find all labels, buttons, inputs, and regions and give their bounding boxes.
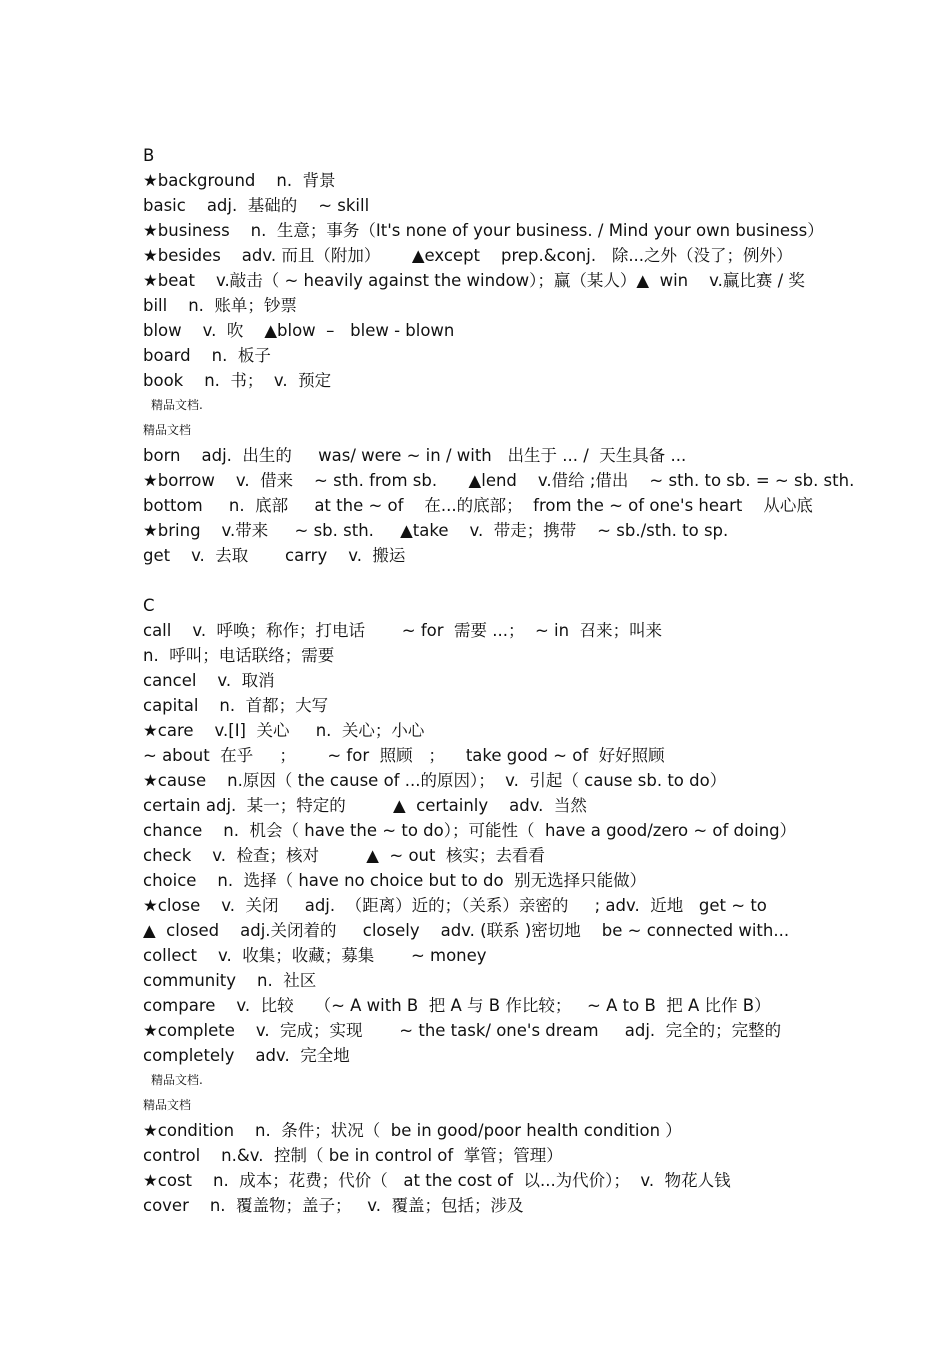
vocab-line: compare v. 比较 （~ A with B 把 A 与 B 作比较； ~ A to B 把 A 比作 B） (143, 996, 771, 1015)
watermark-text: 精品文档 (143, 1098, 192, 1112)
vocab-line: certain adj. 某一；特定的 ▲ certainly adv. 当然 (143, 796, 587, 815)
vocab-line: ★care v.[I] 关心 n. 关心；小心 (143, 721, 425, 740)
vocab-line: C (143, 596, 155, 615)
vocab-line: ★cause n.原因（ the cause of ...的原因）； v. 引起（ cause sb. to do） (143, 771, 727, 790)
vocab-line: community n. 社区 (143, 971, 317, 990)
vocab-line: ★condition n. 条件；状况（ be in good/poor health condition ） (143, 1121, 682, 1140)
document-body (143, 143, 933, 1218)
vocab-line: ★cost n. 成本；花费；代价（ at the cost of 以...为代价）； v. 物花人钱 (143, 1171, 731, 1190)
vocab-line: bill n. 账单；钞票 (143, 296, 297, 315)
vocab-line: ★business n. 生意；事务（It's none of your business. / Mind your own business） (143, 221, 824, 240)
vocab-line: bottom n. 底部 at the ~ of 在...的底部； from the ~ of one's heart 从心底 (143, 496, 813, 515)
vocab-line: B (143, 146, 155, 165)
vocab-line: blow v. 吹 ▲blow – blew - blown (143, 321, 455, 340)
vocab-line: ~ about 在乎 ； ~ for 照顾 ； take good ~ of 好好照顾 (143, 746, 665, 765)
vocab-line: chance n. 机会（ have the ~ to do）；可能性（ have a good/zero ~ of doing） (143, 821, 797, 840)
vocab-line: control n.&v. 控制（ be in control of 掌管；管理） (143, 1146, 563, 1165)
vocab-line: ★besides adv. 而且（附加） ▲except prep.&conj. 除...之外（没了；例外） (143, 246, 793, 265)
vocab-line: collect v. 收集；收藏；募集 ~ money (143, 946, 487, 965)
vocab-line: cancel v. 取消 (143, 671, 275, 690)
vocab-line: basic adj. 基础的 ~ skill (143, 196, 370, 215)
vocab-line: choice n. 选择（ have no choice but to do 别无选择只能做） (143, 871, 647, 890)
blank-line (143, 568, 933, 593)
vocab-line: ★bring v.带来 ~ sb. sth. ▲take v. 带走；携带 ~ sb./sth. to sp. (143, 521, 729, 540)
vocab-line: capital n. 首都；大写 (143, 696, 329, 715)
vocab-line: ★borrow v. 借来 ~ sth. from sb. ▲lend v.借给 ;借出 ~ sth. to sb. = ~ sb. sth. (143, 471, 855, 490)
vocab-line: call v. 呼唤；称作；打电话 ~ for 需要 ...； ~ in 召来；叫来 (143, 621, 663, 640)
vocab-line: board n. 板子 (143, 346, 271, 365)
vocab-line: ★close v. 关闭 adj. （距离）近的；（关系）亲密的 ; adv. 近地 get ~ to (143, 896, 767, 915)
watermark-text: 精品文档. (151, 398, 203, 412)
vocab-line: book n. 书； v. 预定 (143, 371, 332, 390)
vocab-line: check v. 检查；核对 ▲ ~ out 核实；去看看 (143, 846, 545, 865)
vocab-line: ★beat v.敲击（ ~ heavily against the window）；赢（某人）▲ win v.赢比赛 / 奖 (143, 271, 805, 290)
vocab-line: born adj. 出生的 was/ were ~ in / with 出生于 ... / 天生具备 ... (143, 446, 687, 465)
vocab-line: cover n. 覆盖物；盖子； v. 覆盖；包括；涉及 (143, 1196, 524, 1215)
vocab-line: get v. 去取 carry v. 搬运 (143, 546, 406, 565)
vocab-line: ★complete v. 完成；实现 ~ the task/ one's dream adj. 完全的；完整的 (143, 1021, 782, 1040)
vocab-line: ▲ closed adj.关闭着的 closely adv. (联系 )密切地 be ~ connected with... (143, 921, 790, 940)
watermark-text: 精品文档 (143, 423, 192, 437)
vocab-line: completely adv. 完全地 (143, 1046, 350, 1065)
watermark-text: 精品文档. (151, 1073, 203, 1087)
vocab-line: ★background n. 背景 (143, 171, 336, 190)
vocab-line: n. 呼叫；电话联络；需要 (143, 646, 335, 665)
